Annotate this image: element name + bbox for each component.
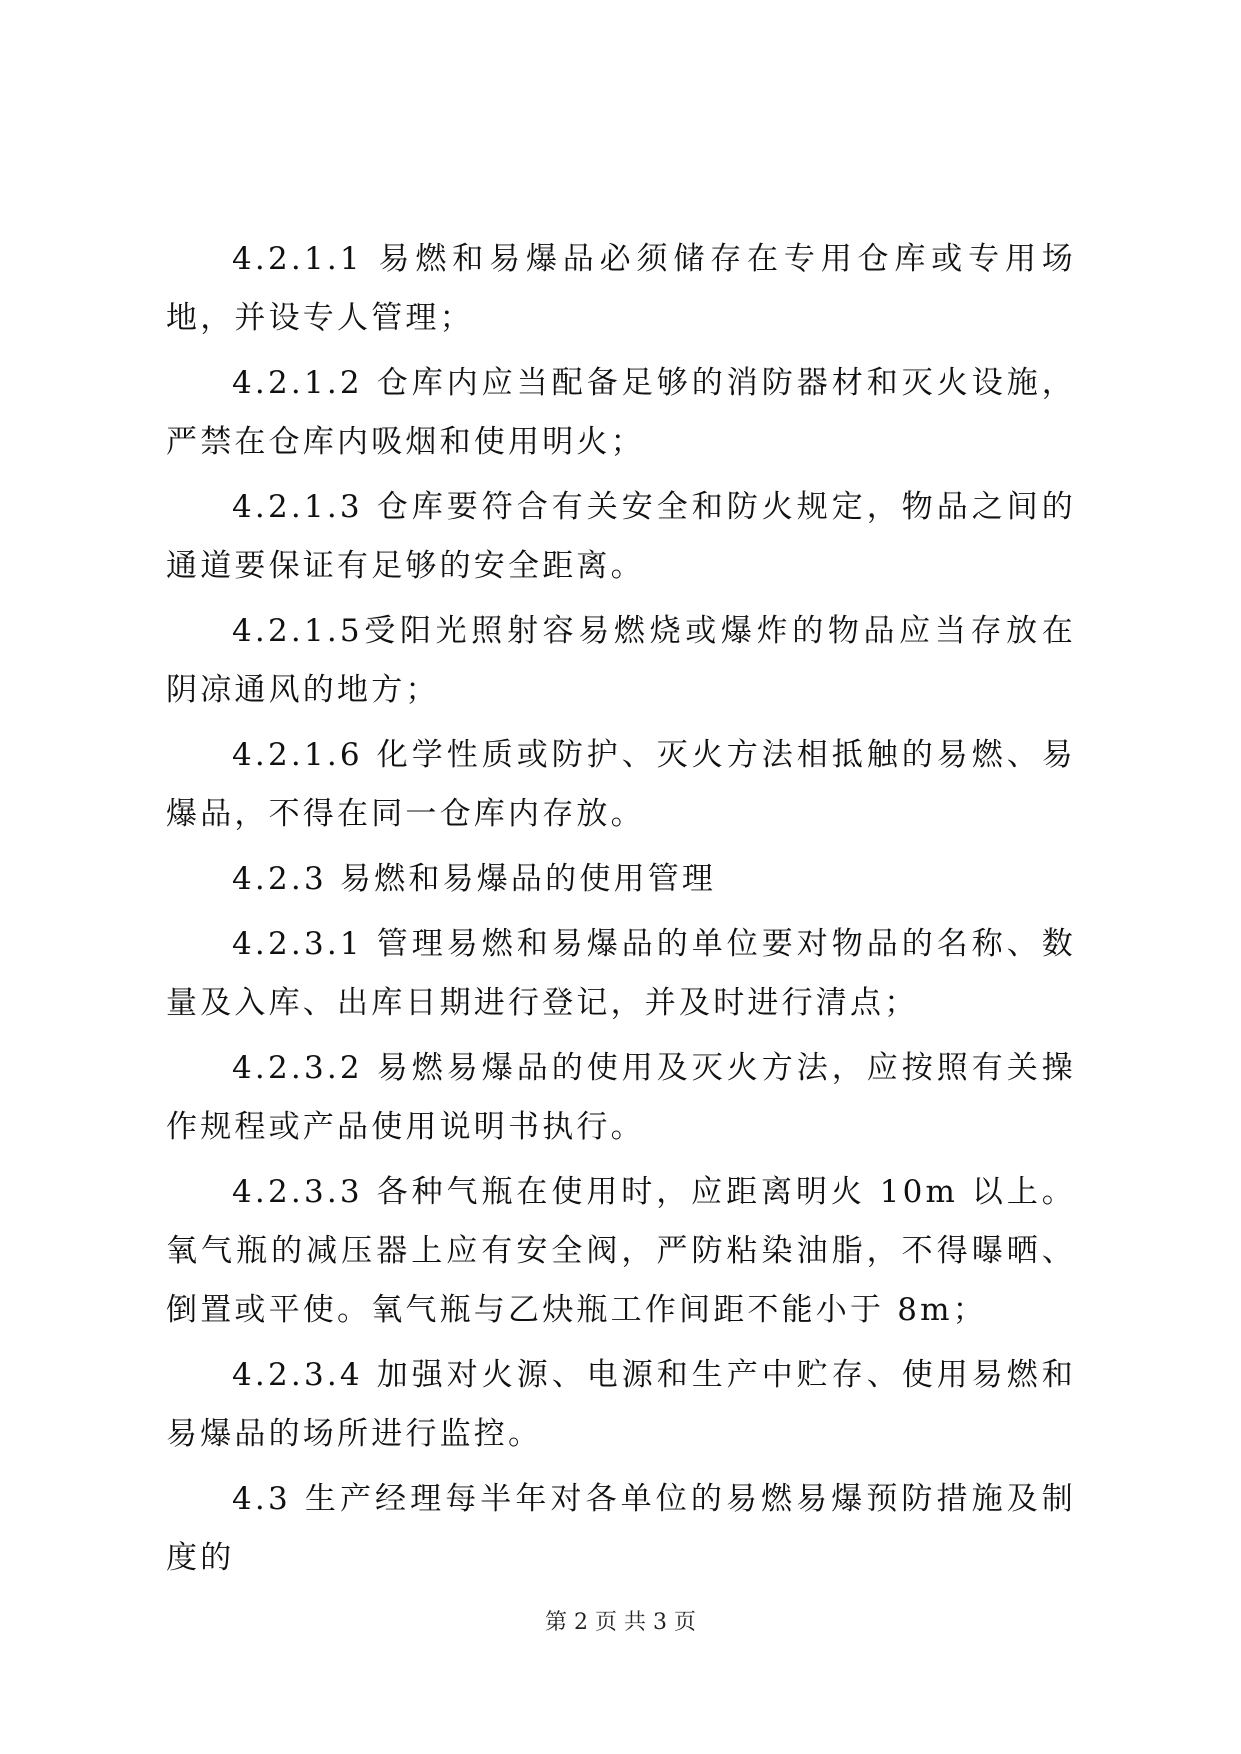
paragraph-4-2-1-2: 4.2.1.2 仓库内应当配备足够的消防器材和灭火设施，严禁在仓库内吸烟和使用明火；: [166, 365, 1076, 460]
page-number-footer: 第 2 页 共 3 页: [545, 1610, 696, 1635]
paragraph-4-2-1-1: 4.2.1.1 易燃和易爆品必须储存在专用仓库或专用场地，并设专人管理；: [166, 241, 1076, 336]
paragraph-4-2-3-3: 4.2.3.3 各种气瓶在使用时，应距离明火 10m 以上。氧气瓶的减压器上应有安全阀，严防粘染油脂，不得曝晒、倒置或平使。氧气瓶与乙炔瓶工作间距不能小于 8m；: [166, 1174, 1076, 1328]
paragraph-4-2-3-2: 4.2.3.2 易燃易爆品的使用及灭火方法，应按照有关操作规程或产品使用说明书执行。: [166, 1050, 1076, 1145]
paragraph-4-2-1-5: 4.2.1.5受阳光照射容易燃烧或爆炸的物品应当存放在阴凉通风的地方；: [166, 613, 1076, 708]
paragraph-4-2-1-3: 4.2.1.3 仓库要符合有关安全和防火规定，物品之间的通道要保证有足够的安全距离。: [166, 489, 1076, 584]
section-heading-4-2-3: 4.2.3 易燃和易爆品的使用管理: [232, 861, 717, 897]
document-body: [166, 230, 1076, 1594]
paragraph-4-2-3-1: 4.2.3.1 管理易燃和易爆品的单位要对物品的名称、数量及入库、出库日期进行登记，并及时进行清点；: [166, 926, 1076, 1021]
paragraph-4-3: 4.3 生产经理每半年对各单位的易燃易爆预防措施及制度的: [166, 1481, 1076, 1576]
paragraph-4-2-3-4: 4.2.3.4 加强对火源、电源和生产中贮存、使用易燃和易爆品的场所进行监控。: [166, 1357, 1076, 1452]
paragraph-4-2-1-6: 4.2.1.6 化学性质或防护、灭火方法相抵触的易燃、易爆品，不得在同一仓库内存放。: [166, 737, 1076, 832]
